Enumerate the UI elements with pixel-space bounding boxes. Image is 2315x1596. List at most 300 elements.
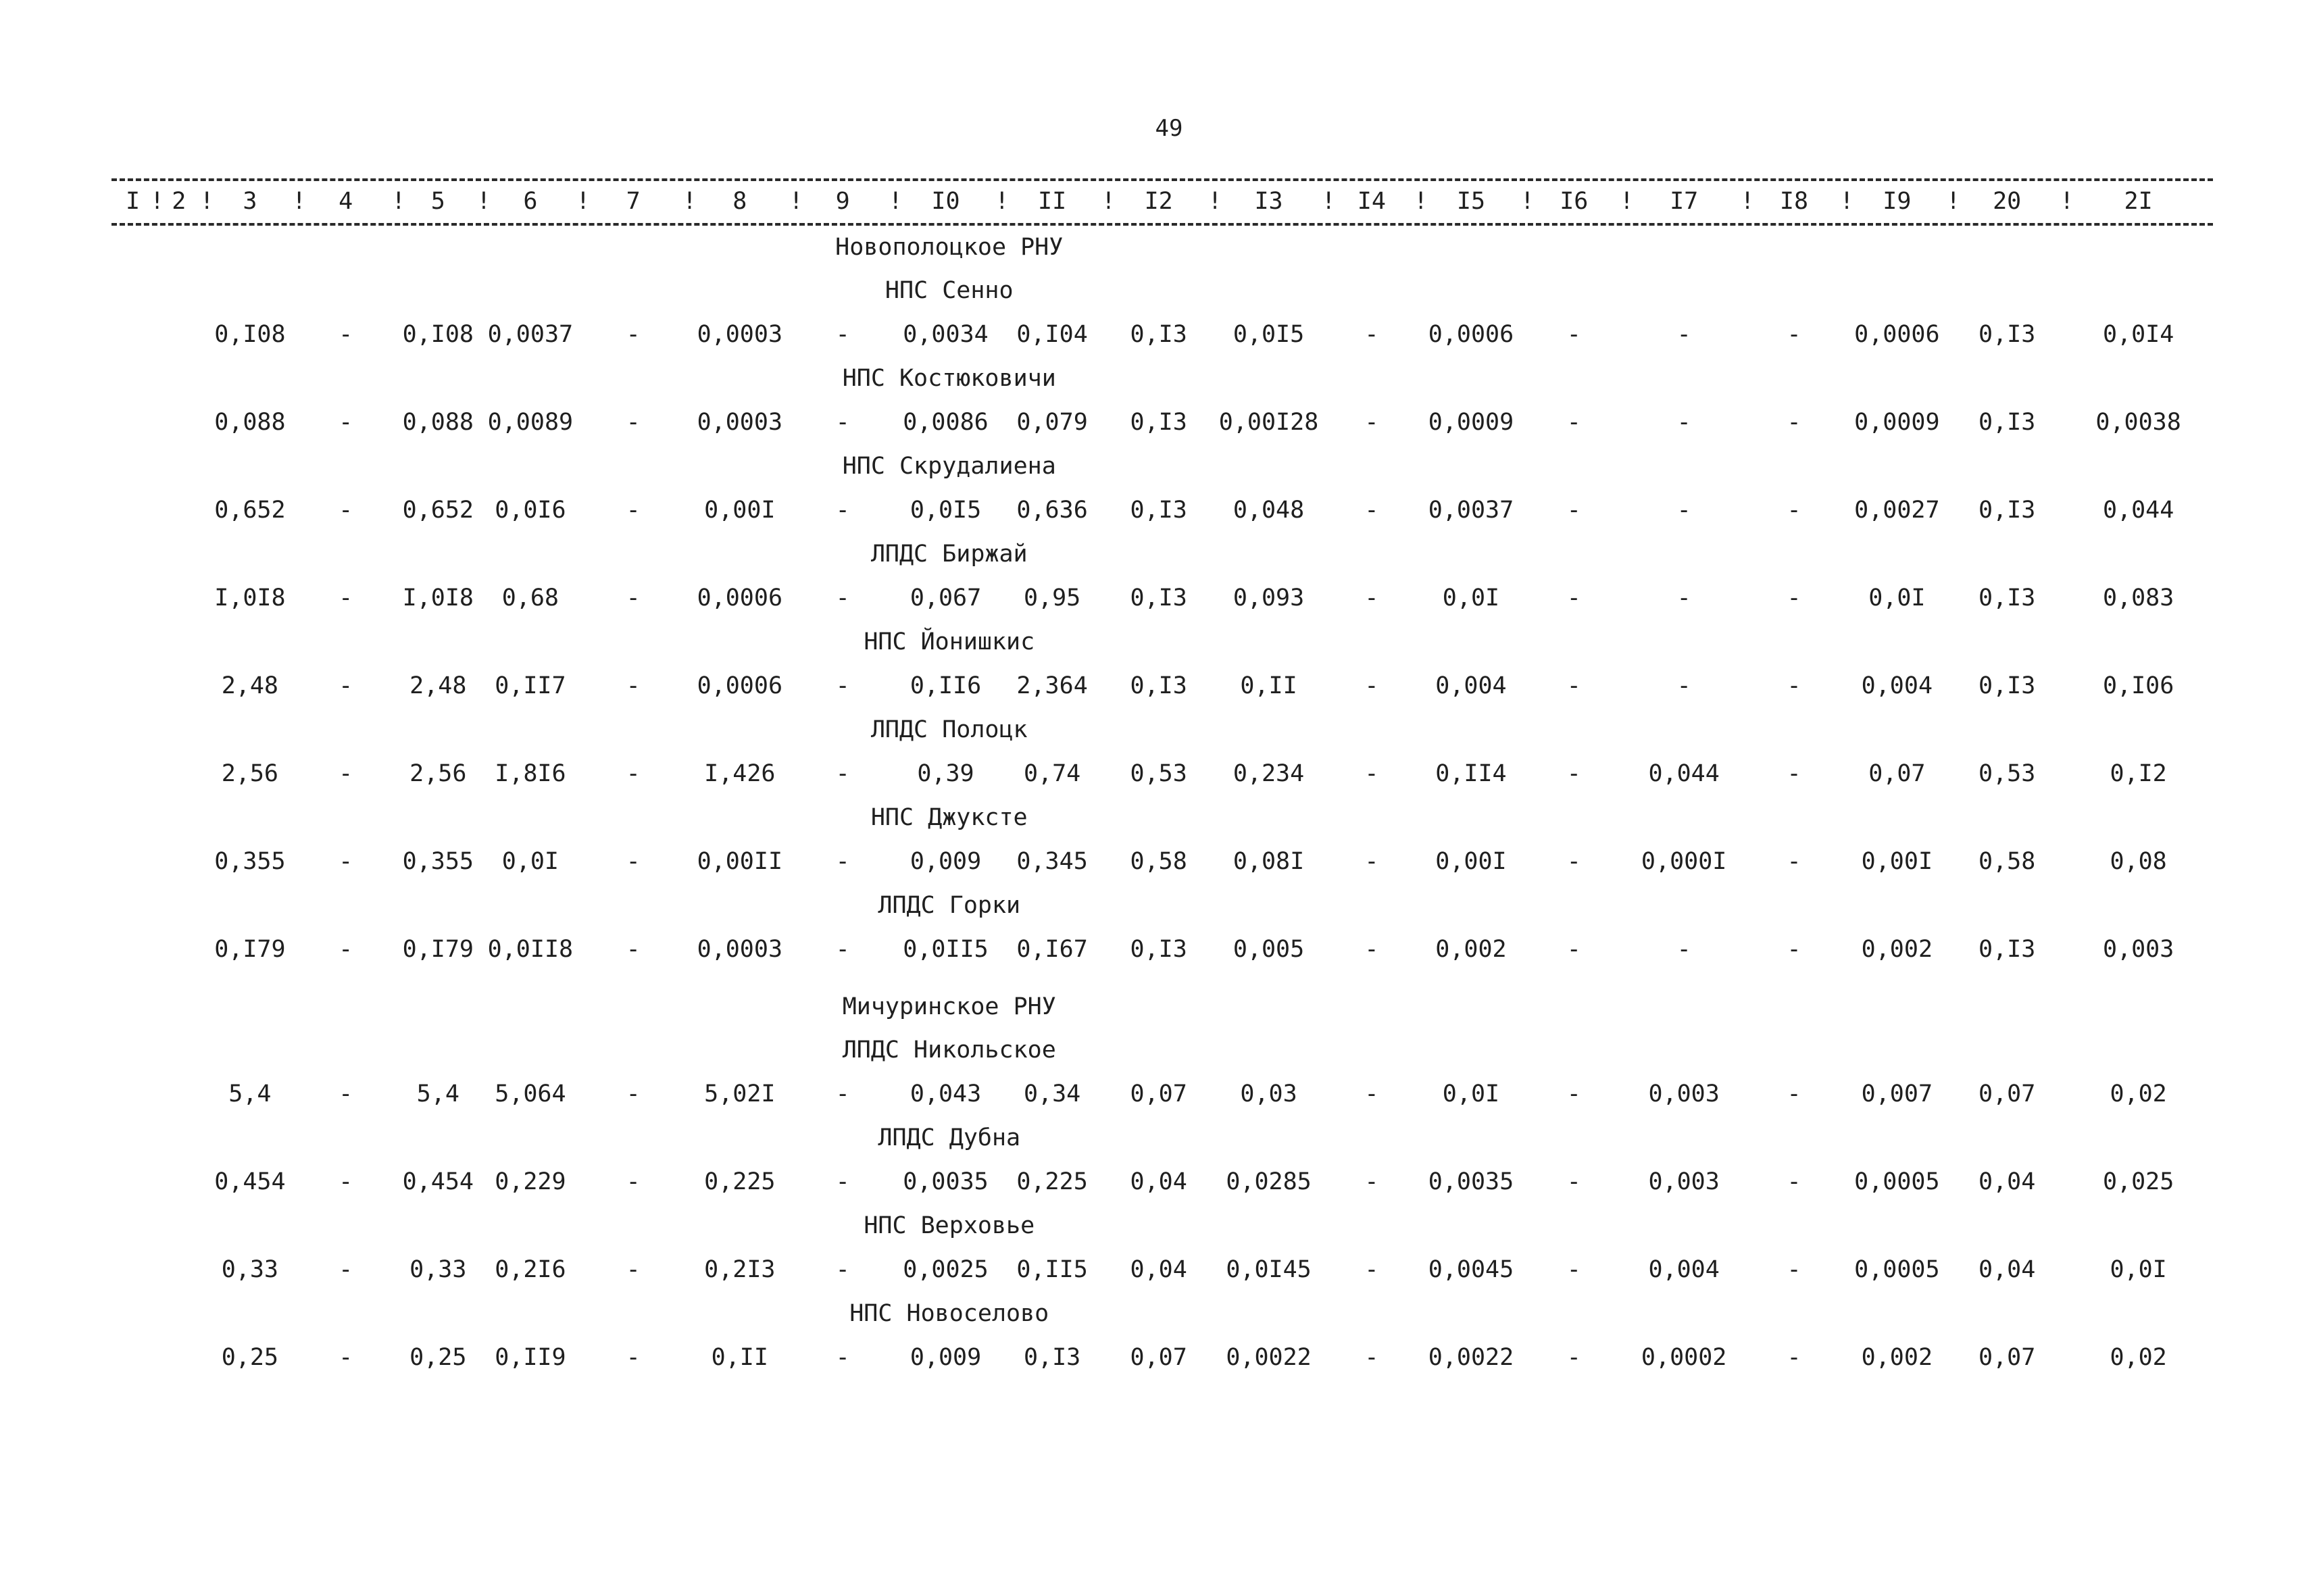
table-cell: 0,02 [2110,1344,2167,1371]
column-header-label: I7 [1670,188,1699,215]
table-cell: 0,I79 [402,936,474,963]
table-cell: - [339,848,353,875]
table-cell: 0,07 [1130,1344,1187,1371]
station-title-row [111,1028,2213,1072]
table-cell: - [626,848,641,875]
station-title-row [111,884,2213,927]
table-cell: 0,003 [1648,1168,1720,1195]
table-cell: 0,04 [1978,1256,2036,1283]
station-title: НПС Костюковичи [842,365,1056,392]
table-cell [154,400,204,445]
table-cell: - [1676,584,1691,612]
table-cell: 0,00I [704,497,776,524]
column-header [1105,177,1212,226]
table-cell: - [835,1080,850,1107]
table-cell: 5,02I [704,1080,776,1107]
column-header [1212,177,1325,226]
table-cell: 0,I79 [214,936,286,963]
table-cell: - [339,936,353,963]
table-cell: 0,083 [2102,584,2174,612]
table-cell: - [835,321,850,348]
table-cell: 2,56 [221,760,279,787]
table-row [111,312,2213,357]
table-cell: 0,95 [1023,584,1081,612]
table-cell: 0,007 [1861,1080,1933,1107]
table-cell: 0,0037 [487,321,574,348]
table-cell: 0,II4 [1435,760,1507,787]
station-title: ЛПДС Горки [878,892,1021,919]
column-header-label: 2 [172,188,186,215]
table-cell: - [339,497,353,524]
column-header [1326,177,1418,226]
table-cell: - [626,1168,641,1195]
table-cell [154,839,204,884]
table-cell: - [1566,848,1581,875]
table-cell: - [835,584,850,612]
table-cell: I,0I8 [402,584,474,612]
table-row [111,927,2213,972]
column-header-row [111,177,2213,226]
column-header-label: I9 [1883,188,1912,215]
table-cell: 0,0034 [903,321,989,348]
table-cell: 0,53 [1978,760,2036,787]
table-cell: - [1787,1256,1801,1283]
table-cell: I,426 [704,760,776,787]
table-cell: 0,225 [1016,1168,1088,1195]
column-header [480,177,580,226]
table-cell: 0,07 [1130,1080,1187,1107]
table-cell: 0,025 [2102,1168,2174,1195]
station-title-row [111,985,2213,1028]
column-header [687,177,793,226]
table-cell: - [1364,1256,1379,1283]
table-cell: 0,33 [409,1256,467,1283]
table-cell: 0,044 [1648,760,1720,787]
table-cell: - [1676,497,1691,524]
table-cell: 0,004 [1861,672,1933,699]
column-header [580,177,687,226]
table-row [111,1247,2213,1292]
table-cell: 0,00II [697,848,783,875]
table-cell: 0,234 [1233,760,1305,787]
column-header-label: 4 [339,188,353,215]
table-row [111,400,2213,445]
table-cell: 0,0009 [1428,409,1514,436]
table-cell: 0,I67 [1016,936,1088,963]
table-row [111,1159,2213,1204]
table-cell: - [1364,1344,1379,1371]
table-cell: 5,4 [416,1080,459,1107]
table-cell: 0,I3 [1978,409,2036,436]
table-cell: 0,I3 [1130,497,1187,524]
column-header-label: 20 [1993,188,2022,215]
station-title: НПС Йонишкис [864,628,1035,655]
column-header [893,177,999,226]
table-cell: 0,088 [214,409,286,436]
table-cell: 0,0003 [697,321,783,348]
table-cell: - [339,321,353,348]
table-cell: 0,I3 [1130,321,1187,348]
table-cell: 0,0I [1442,584,1500,612]
table-cell: 0,043 [910,1080,982,1107]
table-cell: - [1364,848,1379,875]
table-cell: 0,II5 [1016,1256,1088,1283]
table-row [111,751,2213,796]
table-cell: 2,48 [221,672,279,699]
station-title-row [111,1116,2213,1159]
table-cell: 0,0045 [1428,1256,1514,1283]
table-cell: - [1676,672,1691,699]
table-cell [154,576,204,620]
column-header [395,177,480,226]
table-cell: 0,68 [501,584,559,612]
column-header [1744,177,1843,226]
station-title: ЛПДС Биржай [870,541,1028,568]
table-cell: 0,07 [1868,760,1926,787]
table-cell: 0,0035 [903,1168,989,1195]
table-cell: 0,33 [221,1256,279,1283]
table-cell: 0,0003 [697,409,783,436]
table-cell: 2,56 [409,760,467,787]
table-cell: - [339,1344,353,1371]
table-cell: 2,48 [409,672,467,699]
table-cell: - [835,497,850,524]
table-cell: 0,0I5 [910,497,982,524]
table-cell: 0,2I6 [495,1256,566,1283]
table-cell: 0,II6 [910,672,982,699]
table-cell: - [339,1168,353,1195]
table-cell: 0,002 [1861,1344,1933,1371]
table-cell: - [1566,1168,1581,1195]
table-cell: 0,0II8 [487,936,574,963]
table-cell: - [1566,497,1581,524]
column-header-label: I4 [1357,188,1386,215]
table-cell: - [626,760,641,787]
table-cell: - [1364,321,1379,348]
table-cell: 0,0I6 [495,497,566,524]
table-cell: 0,093 [1233,584,1305,612]
table-cell: 0,0027 [1854,497,1940,524]
table-cell: 0,0038 [2095,409,2181,436]
station-title-row [111,226,2213,269]
table-cell [111,1072,154,1116]
table-cell: 0,07 [1978,1080,2036,1107]
table-cell: - [1787,848,1801,875]
table-cell: 0,0089 [487,409,574,436]
table-cell [154,927,204,972]
column-header [2064,177,2213,226]
table-cell [111,312,154,357]
table-cell: - [1364,584,1379,612]
station-title-row [111,532,2213,576]
column-header-label: 8 [732,188,747,215]
station-title: ЛПДС Полоцк [870,716,1028,743]
table-cell: 0,I06 [2102,672,2174,699]
table-cell [111,664,154,708]
table-cell: 0,229 [495,1168,566,1195]
table-cell: - [626,1256,641,1283]
table-cell: - [339,760,353,787]
table-cell: I,0I8 [214,584,286,612]
table-cell: 0,II7 [495,672,566,699]
table-cell [111,1159,154,1204]
table-cell: 0,0006 [697,584,783,612]
table-cell: 0,34 [1023,1080,1081,1107]
table-cell: 0,00I [1435,848,1507,875]
table-cell: 0,2I3 [704,1256,776,1283]
column-header [793,177,893,226]
table-cell: 0,0I4 [2102,321,2174,348]
table-cell: 0,0006 [697,672,783,699]
table-cell: 0,000I [1641,848,1727,875]
table-cell: 0,39 [917,760,974,787]
table-cell: - [339,1256,353,1283]
table-cell: - [1787,497,1801,524]
table-row [111,576,2213,620]
station-title: Новополоцкое РНУ [835,234,1064,261]
table-cell: - [339,584,353,612]
table-cell: 0,088 [402,409,474,436]
table-cell: - [1566,760,1581,787]
table-cell: 0,0I45 [1226,1256,1312,1283]
table-cell: 0,0I [2110,1256,2167,1283]
table-cell: - [1787,672,1801,699]
table-cell: 0,II9 [495,1344,566,1371]
column-header-label: 7 [626,188,641,215]
table-row [111,1072,2213,1116]
table-cell: I,8I6 [495,760,566,787]
table-cell: 0,0025 [903,1256,989,1283]
table-cell: 0,I3 [1978,672,2036,699]
table-cell: - [626,936,641,963]
table-cell: - [339,672,353,699]
table-cell: 0,004 [1648,1256,1720,1283]
table-cell: - [835,936,850,963]
table-row [111,488,2213,532]
table-cell: 0,07 [1978,1344,2036,1371]
table-cell: 0,I3 [1130,409,1187,436]
table-cell: 0,0006 [1854,321,1940,348]
table-cell: 0,I3 [1978,584,2036,612]
table-cell: 0,0022 [1226,1344,1312,1371]
station-title: НПС Новоселово [849,1300,1049,1327]
table-cell: - [1364,936,1379,963]
table-cell: 0,0003 [697,936,783,963]
table-cell [111,400,154,445]
table-cell: 0,079 [1016,409,1088,436]
station-title: НПС Сенно [885,277,1014,304]
column-header-label: I5 [1456,188,1486,215]
table-cell: 0,652 [402,497,474,524]
table-cell: - [339,1080,353,1107]
table-cell: - [626,321,641,348]
table-cell: - [835,1256,850,1283]
table-cell: - [626,1080,641,1107]
page-number: 49 [1155,115,1183,142]
table-cell: 0,002 [1861,936,1933,963]
station-title-row [111,269,2213,312]
table-row [111,839,2213,884]
table-cell: - [1364,672,1379,699]
table-cell: 0,454 [214,1168,286,1195]
table-cell: 2,364 [1016,672,1088,699]
column-header-label: I2 [1144,188,1173,215]
table-cell: - [835,760,850,787]
table-cell [154,1247,204,1292]
column-header-label: I8 [1779,188,1809,215]
table-cell: 0,0I5 [1233,321,1305,348]
station-title-row [111,620,2213,664]
table-cell: 0,009 [910,1344,982,1371]
table-cell: 0,009 [910,848,982,875]
data-table [111,177,2213,1380]
table-cell: 0,0037 [1428,497,1514,524]
table-cell: 0,02 [2110,1080,2167,1107]
table-cell: 0,0035 [1428,1168,1514,1195]
table-cell [154,664,204,708]
table-cell [154,312,204,357]
table-cell: - [1364,1080,1379,1107]
column-header-label: 5 [430,188,445,215]
table-cell: - [1676,321,1691,348]
table-body [111,177,2213,1380]
table-cell: 0,0005 [1854,1168,1940,1195]
table-cell: 0,067 [910,584,982,612]
column-header [1950,177,2064,226]
table-cell: 0,652 [214,497,286,524]
column-header [1524,177,1624,226]
column-header-label: 3 [243,188,257,215]
table-cell [111,576,154,620]
table-cell: - [1566,1256,1581,1283]
table-cell: 0,0009 [1854,409,1940,436]
table-cell: - [1364,760,1379,787]
table-cell [111,1247,154,1292]
column-header-label: I [125,188,141,215]
table-cell [111,488,154,532]
table-cell: - [626,584,641,612]
table-cell: - [1566,584,1581,612]
table-cell: 0,003 [1648,1080,1720,1107]
table-cell: 0,II [711,1344,768,1371]
table-cell: 0,08 [2110,848,2167,875]
table-cell: - [1566,1080,1581,1107]
column-header-label: 2I [2124,188,2153,215]
table-cell: 0,225 [704,1168,776,1195]
station-title: Мичуринское РНУ [842,993,1056,1020]
table-cell: - [835,848,850,875]
table-cell: 0,345 [1016,848,1088,875]
table-cell: 0,0I [501,848,559,875]
table-cell: 0,53 [1130,760,1187,787]
table-cell: 0,0006 [1428,321,1514,348]
table-cell: 0,74 [1023,760,1081,787]
table-cell: - [1364,409,1379,436]
table-cell [111,751,154,796]
table-cell: 0,636 [1016,497,1088,524]
table-cell: - [1364,1168,1379,1195]
station-title: ЛПДС Никольское [842,1037,1056,1064]
table-cell: 0,0I [1868,584,1926,612]
table-cell: 0,25 [409,1344,467,1371]
table-cell: 0,048 [1233,497,1305,524]
table-cell [154,751,204,796]
table-cell: 0,I04 [1016,321,1088,348]
table-cell: - [1787,1168,1801,1195]
table-cell: - [1676,936,1691,963]
column-header [999,177,1105,226]
table-cell: - [626,672,641,699]
station-title: НПС Джуксте [870,804,1028,831]
table-cell: 0,I08 [402,321,474,348]
column-header [296,177,395,226]
table-cell: 0,003 [2102,936,2174,963]
table-cell: 0,I3 [1130,672,1187,699]
table-cell [154,1072,204,1116]
table-cell: - [1787,1080,1801,1107]
table-cell: - [1566,321,1581,348]
column-header [111,177,154,226]
table-cell: 0,0005 [1854,1256,1940,1283]
table-cell: - [1787,321,1801,348]
table-cell: 0,0022 [1428,1344,1514,1371]
table-cell: - [1787,760,1801,787]
table-cell: 0,0II5 [903,936,989,963]
column-header [1624,177,1745,226]
column-header-label: II [1038,188,1067,215]
table-cell: 0,0002 [1641,1344,1727,1371]
table-cell: - [1566,409,1581,436]
table-cell: 5,064 [495,1080,566,1107]
table-cell: 0,I3 [1130,584,1187,612]
table-cell: - [835,409,850,436]
table-cell: 0,I3 [1130,936,1187,963]
table-cell: 0,454 [402,1168,474,1195]
table-cell: - [626,1344,641,1371]
table-cell: 0,I3 [1978,497,2036,524]
table-cell: - [835,1168,850,1195]
table-cell: - [1787,1344,1801,1371]
table-cell: 5,4 [228,1080,272,1107]
table-cell: 0,04 [1130,1168,1187,1195]
table-cell: - [1787,936,1801,963]
table-cell: 0,04 [1130,1256,1187,1283]
column-header [1418,177,1524,226]
station-title-row [111,708,2213,751]
table-cell: 0,I3 [1978,321,2036,348]
column-header-label: 9 [835,188,850,215]
table-cell: 0,355 [402,848,474,875]
table-cell: - [339,409,353,436]
table-cell: 0,03 [1240,1080,1297,1107]
table-cell: - [1676,409,1691,436]
table-cell: - [835,672,850,699]
station-title: ЛПДС Дубна [878,1124,1021,1151]
table-cell: 0,I2 [2110,760,2167,787]
table-cell [154,1335,204,1380]
table-cell: - [1566,1344,1581,1371]
station-title-row [111,1204,2213,1247]
table-cell: 0,00I [1861,848,1933,875]
table-cell: - [626,409,641,436]
table-cell [111,927,154,972]
table-cell: 0,I08 [214,321,286,348]
table-cell: 0,II [1240,672,1297,699]
table-cell: - [1566,936,1581,963]
station-title: НПС Верховье [864,1212,1035,1239]
table-cell [154,1159,204,1204]
table-cell: 0,08I [1233,848,1305,875]
